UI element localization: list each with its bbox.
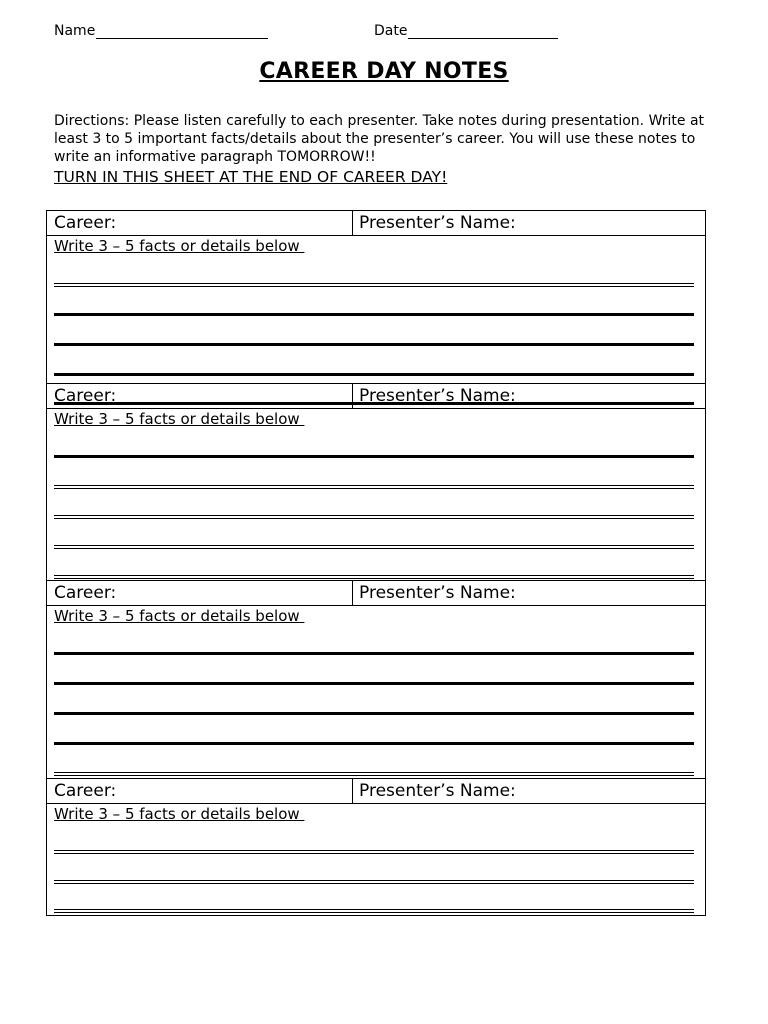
career-section	[47, 581, 705, 779]
career-section	[47, 384, 705, 581]
note-line[interactable]	[54, 575, 694, 579]
date-blank-line[interactable]	[408, 24, 558, 39]
career-label: Career:	[54, 213, 117, 233]
facts-instruction: Write 3 – 5 facts or details below	[54, 805, 305, 823]
note-line[interactable]	[54, 850, 694, 854]
header-row	[54, 23, 558, 39]
presenter-name-label: Presenter’s Name:	[359, 386, 516, 406]
career-label: Career:	[54, 781, 117, 801]
note-line[interactable]	[54, 880, 694, 884]
career-field[interactable]	[47, 779, 353, 803]
career-field[interactable]	[47, 581, 353, 605]
presenter-name-field[interactable]	[353, 581, 516, 605]
section-header	[47, 211, 705, 236]
date-label: Date	[374, 23, 408, 39]
career-label: Career:	[54, 386, 117, 406]
note-line[interactable]	[54, 373, 694, 376]
facts-instruction: Write 3 – 5 facts or details below	[54, 410, 305, 428]
note-line[interactable]	[54, 343, 694, 346]
note-line[interactable]	[54, 485, 694, 489]
career-section	[47, 779, 705, 915]
directions-text: Directions: Please listen carefully to each presenter. Take notes during presentation. Write at least 3 to 5 important facts/details about the presenter’s career. You will use these notes to write an informative paragraph TOMORROW!!	[54, 113, 705, 165]
career-label: Career:	[54, 583, 117, 603]
note-line[interactable]	[54, 712, 694, 715]
note-line[interactable]	[54, 742, 694, 745]
note-line[interactable]	[54, 545, 694, 549]
presenter-name-field[interactable]	[353, 211, 516, 235]
name-field[interactable]	[54, 23, 374, 39]
presenter-name-label: Presenter’s Name:	[359, 583, 516, 603]
page-title: CAREER DAY NOTES	[259, 59, 509, 84]
turn-in-notice: TURN IN THIS SHEET AT THE END OF CAREER DAY!	[54, 168, 448, 186]
name-label: Name	[54, 23, 96, 39]
presenter-name-field[interactable]	[353, 384, 516, 408]
notes-table	[46, 210, 706, 916]
presenter-name-label: Presenter’s Name:	[359, 781, 516, 801]
career-field[interactable]	[47, 384, 353, 408]
section-header	[47, 384, 705, 409]
career-field[interactable]	[47, 211, 353, 235]
date-field[interactable]	[374, 23, 558, 39]
note-line[interactable]	[54, 652, 694, 655]
name-blank-line[interactable]	[96, 24, 268, 39]
section-header	[47, 779, 705, 804]
note-line[interactable]	[54, 515, 694, 519]
section-header	[47, 581, 705, 606]
note-line[interactable]	[54, 772, 694, 776]
note-line[interactable]	[54, 313, 694, 316]
presenter-name-field[interactable]	[353, 779, 516, 803]
note-line[interactable]	[54, 283, 694, 287]
note-line[interactable]	[54, 909, 694, 913]
presenter-name-label: Presenter’s Name:	[359, 213, 516, 233]
facts-instruction: Write 3 – 5 facts or details below	[54, 607, 305, 625]
career-section	[47, 211, 705, 384]
note-line[interactable]	[54, 682, 694, 685]
note-line[interactable]	[54, 455, 694, 458]
facts-instruction: Write 3 – 5 facts or details below	[54, 237, 305, 255]
